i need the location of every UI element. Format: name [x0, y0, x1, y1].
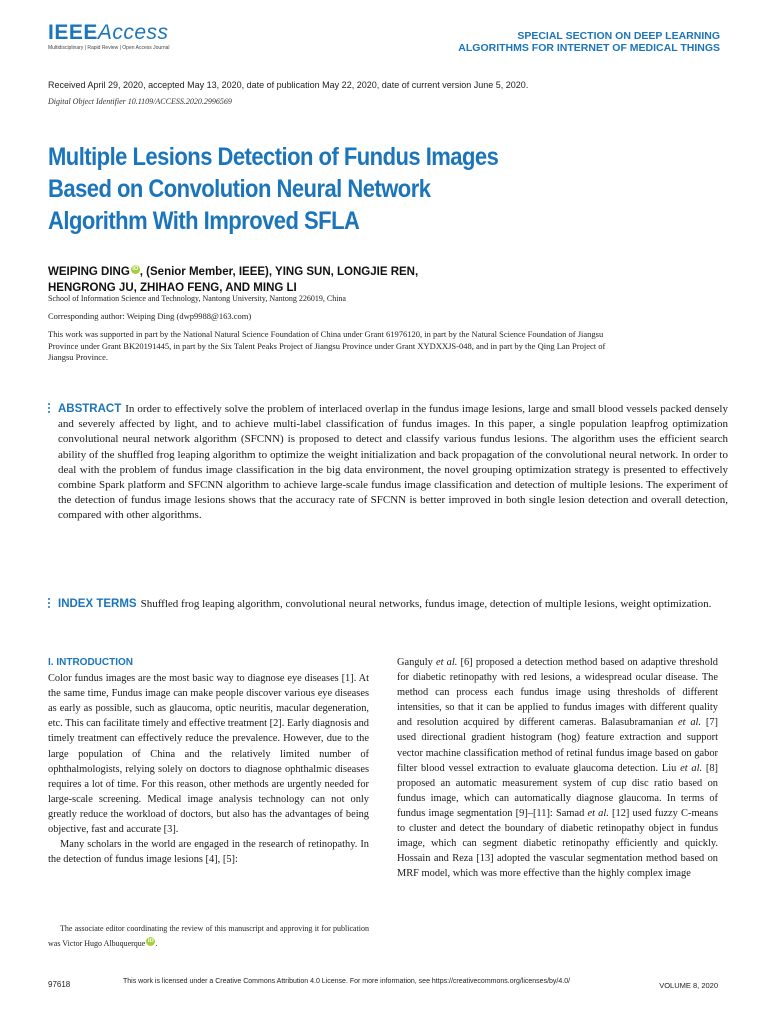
affiliation: School of Information Science and Technology, Nantong University, Nantong 226019, China	[48, 294, 346, 303]
index-terms-text: Shuffled frog leaping algorithm, convolutional neural networks, fundus image, detection of multiple lesions, weight optimization.	[140, 598, 712, 610]
section-heading-introduction: I. INTRODUCTION	[48, 657, 133, 668]
corresponding-author: Corresponding author: Weiping Ding (dwp9988@163.com)	[48, 311, 252, 321]
volume-label: VOLUME 8, 2020	[659, 981, 718, 990]
intro-paragraph-2: Many scholars in the world are engaged in the research of retinopathy. In the detection of fundus image lesions [4], [5]:	[48, 839, 369, 866]
section-line-1: SPECIAL SECTION ON DEEP LEARNING	[517, 30, 720, 42]
orcid-icon[interactable]: iD	[132, 266, 139, 273]
paper-title	[48, 141, 594, 237]
abstract-marker-icon	[48, 403, 51, 415]
logo-access: Access	[97, 21, 169, 44]
special-section-heading	[458, 30, 720, 54]
title-line-2: Based on Convolution Neural Network	[48, 175, 431, 203]
authors-line-1: , (Senior Member, IEEE), YING SUN, LONGJIE REN,	[139, 266, 419, 278]
section-line-2: ALGORITHMS FOR INTERNET OF MEDICAL THINGS	[458, 42, 720, 54]
first-author: WEIPING DING	[48, 266, 130, 278]
author-list	[48, 264, 568, 296]
right-column-paragraph: Ganguly et al. [6] proposed a detection method based on adaptive threshold for diabetic retinopathy with red lesions, a widespread ocular disease. The method can process each fundus image using thresholds of different intensities, so that it can be applied to fundus images with different quality and resolution acquired by different cameras. Balasubramanian et al. [7] used directional gradient histogram (hog) feature extraction and support vector machine classification method of retinal fundus image based on gabor filter blood vessel extraction to evaluate glaucoma detection. Liu et al. [8] proposed an automatic measurement system of cup disc ratio based on fundus image, which can automatically diagnose glaucoma. In terms of fundus image segmentation [9]–[11]: Samad et al. [12] used fuzzy C-means to cluster and detect the boundary of diabetic retinopathy object in fundus image, which can segment diabetic retinopathy efficiently and quickly. Hossain and Reza [13] adopted the vascular segmentation method based on MRF model, which was more effective than the highly complex image	[397, 657, 719, 880]
index-terms	[58, 597, 728, 612]
index-terms-label: INDEX TERMS	[58, 598, 137, 610]
journal-logo	[48, 22, 170, 51]
received-dates: Received April 29, 2020, accepted May 13, 2020, date of publication May 22, 2020, date of current version June 5, 2020.	[48, 80, 529, 90]
funding-statement: This work was supported in part by the National Natural Science Foundation of China under Grant 61976120, in part by the Natural Science Foundation of Jiangsu Province under Grant BK20191445, in part by the Six Talent Peaks Project of Jiangsu Province under Grant XYDXXJS-048, and in part by the Qing Lan Project of Jiangsu Province.	[48, 329, 606, 362]
title-line-3: Algorithm With Improved SFLA	[48, 207, 360, 235]
index-terms-marker-icon	[48, 598, 51, 610]
right-column	[397, 655, 718, 881]
authors-line-2: HENGRONG JU, ZHIHAO FENG, AND MING LI	[48, 282, 297, 294]
title-line-1: Multiple Lesions Detection of Fundus Images	[48, 143, 499, 171]
editor-orcid-icon[interactable]: iD	[147, 938, 154, 945]
left-column	[48, 655, 369, 867]
abstract	[58, 402, 728, 524]
doi: Digital Object Identifier 10.1109/ACCESS.2020.2996569	[48, 97, 232, 106]
editor-note: The associate editor coordinating the review of this manuscript and approving it for publication was Victor Hugo Albuquerque iD .	[48, 924, 369, 948]
logo-tagline: Multidisciplinary | Rapid Review | Open Access Journal	[48, 45, 170, 51]
abstract-text: In order to effectively solve the problem of interlaced overlap in the fundus image lesions, large and small blood vessels packed densely and severely affected by light, and to achieve multi-label classification of fundus images. In this paper, a single population leapfrog optimization convolutional neural network algorithm (SFCNN) is proposed to detect and classify various fundus lesions. The algorithm uses the efficient search ability of the shuffled frog leaping algorithm to optimize the weight initialization and back propagation of the convolutional neural network. In order to deal with the problem of fundus image classification in the big data environment, the novel grouping optimization strategy is presented to effectively combine Spark platform and SFCNN algorithm to achieve large-scale fundus image classification and detection of multiple lesions. The experiment of the detection of fundus image lesions shows that the accuracy rate of SFCNN is better improved in both single lesion detection and overall detection, compared with other algorithms.	[58, 403, 728, 522]
intro-paragraph-1: Color fundus images are the most basic way to diagnose eye diseases [1]. At the same time, Fundus image can make people discover various eye diseases as early as possible, such as glaucoma, optic neuritis, macular degeneration, etc. This can facilitate timely and effective treatment [2]. Early diagnosis and timely treatment can effectively reduce the prevalence. However, due to the large population of China and the relatively limited number of ophthalmologists, relying solely on doctors to diagnose ophthalmic diseases requires a lot of time. For this reason, other methods are urgently needed for large-scale screening. Medical image analysis technology can not only greatly reduce the workload of doctors, but also has the advantages of being objective, fast and accurate [3].	[48, 673, 369, 836]
logo-ieee: IEEE	[48, 21, 98, 44]
abstract-label: ABSTRACT	[58, 403, 122, 415]
license-notice: This work is licensed under a Creative Commons Attribution 4.0 License. For more information, see https://creativecommons.org/licenses/by/4.0/	[123, 978, 571, 985]
page-number: 97618	[48, 980, 71, 989]
